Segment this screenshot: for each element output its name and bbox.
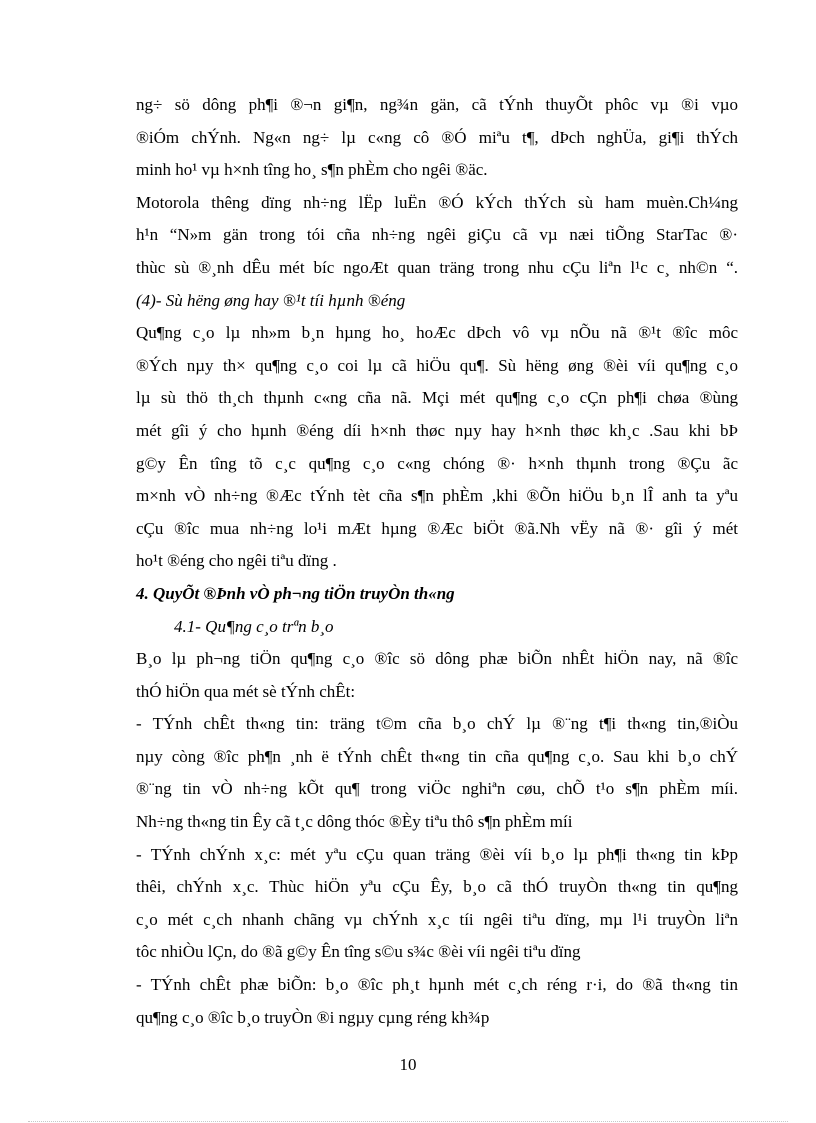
- text-line: Motorola thêng dïng nh÷ng lËp luËn ®Ó kÝch thÝch sù ham muèn.Ch¼ng: [136, 192, 738, 212]
- text-line: - TÝnh chÊt phæ biÕn: b¸o ®îc ph¸t hµnh mét c¸ch réng r·i, do ®ã th«ng tin: [136, 975, 738, 995]
- text-line: ®iÓm chÝnh. Ng«n ng÷ lµ c«ng cô ®Ó miªu t¶, dÞch nghÜa, gi¶i thÝch: [136, 127, 738, 147]
- text-line: ng÷ sö dông ph¶i ®¬n gi¶n, ng¾n gän, cã tÝnh thuyÕt phôc vµ ®i vµo: [136, 95, 738, 114]
- text-line: cÇu ®îc mua nh÷ng lo¹i mÆt hµng ®Æc biÖt ®ã.Nh vËy nã ®· gîi ý mét: [136, 518, 738, 538]
- text-line: Nh÷ng th«ng tin Êy cã t¸c dông thóc ®Èy tiªu thô s¶n phÈm míi: [136, 812, 573, 832]
- text-line: g©y Ên tîng tõ c¸c qu¶ng c¸o c«ng chóng ®· h×nh thµnh trong ®Çu ãc: [136, 453, 738, 473]
- page-bottom-divider: [28, 1121, 788, 1122]
- section-heading: 4. QuyÕt ®Þnh vÒ ph¬ng tiÖn truyÒn th«ng: [136, 583, 455, 603]
- text-line: nµy còng ®îc ph¶n ¸nh ë tÝnh chÊt th«ng tin cña qu¶ng c¸o. Sau khi b¸o chÝ: [136, 746, 738, 766]
- text-line: ho¹t ®éng cho ngêi tiªu dïng .: [136, 551, 337, 571]
- text-line: Qu¶ng c¸o lµ nh»m b¸n hµng ho¸ hoÆc dÞch vô vµ nÕu nã ®¹t ®îc môc: [136, 323, 738, 343]
- text-line: thÓ hiÖn qua mét sè tÝnh chÊt:: [136, 681, 356, 701]
- text-line: ®Ých nµy th× qu¶ng c¸o coi lµ cã hiÖu qu¶. Sù hëng øng ®èi víi qu¶ng c¸o: [136, 355, 738, 375]
- text-line: ®¨ng tin vÒ nh÷ng kÕt qu¶ trong viÖc nghiªn cøu, chÕ t¹o s¶n phÈm míi.: [136, 779, 738, 799]
- text-line: c¸o mét c¸ch nhanh chãng vµ chÝnh x¸c tíi ngêi tiªu dïng, mµ l¹i truyÒn liªn: [136, 909, 738, 929]
- text-line: thùc sù ®¸nh dÊu mét bíc ngoÆt quan träng trong nhu cÇu liªn l¹c c¸ nh©n “.: [136, 257, 738, 277]
- body-text: [136, 89, 738, 1034]
- text-line: - TÝnh chÊt th«ng tin: träng t©m cña b¸o chÝ lµ ®¨ng t¶i th«ng tin,®iÒu: [136, 714, 738, 734]
- text-line: mét gîi ý cho hµnh ®éng díi h×nh thøc nµy hay h×nh thøc kh¸c .Sau khi bÞ: [136, 420, 738, 440]
- text-line: qu¶ng c¸o ®îc b¸o truyÒn ®i ngµy cµng réng kh¾p: [136, 1007, 490, 1027]
- text-line: h¹n “N»m gän trong tói cña nh÷ng ngêi giÇu cã vµ næi tiÕng StarTac ®·: [136, 225, 738, 245]
- subheading: (4)- Sù hëng øng hay ®¹t tíi hµnh ®éng: [136, 290, 406, 310]
- text-line: B¸o lµ ph¬ng tiÖn qu¶ng c¸o ®îc sö dông phæ biÕn nhÊt hiÖn nay, nã ®îc: [136, 649, 738, 669]
- text-line: tôc nhiÒu lÇn, do ®ã g©y Ên tîng s©u s¾c ®èi víi ngêi tiªu dïng: [136, 942, 581, 962]
- text-line: m×nh vÒ nh÷ng ®Æc tÝnh tèt cña s¶n phÈm ,khi ®Õn hiÖu b¸n lÎ anh ta yªu: [136, 486, 738, 506]
- text-line: - TÝnh chÝnh x¸c: mét yªu cÇu quan träng ®èi víi b¸o lµ ph¶i th«ng tin kÞp: [136, 844, 738, 864]
- subsection-heading: 4.1- Qu¶ng c¸o trªn b¸o: [174, 616, 334, 636]
- text-line: lµ sù thö th¸ch thµnh c«ng cña nã. Mçi mét qu¶ng c¸o cÇn ph¶i chøa ®ùng: [136, 388, 738, 408]
- page-number: 10: [399, 1055, 417, 1074]
- text-line: thêi, chÝnh x¸c. Thùc hiÖn yªu cÇu Êy, b¸o cã thÓ truyÒn th«ng tin qu¶ng: [136, 877, 738, 897]
- text-line: minh ho¹ vµ h×nh tîng ho¸ s¶n phÈm cho ngêi ®äc.: [136, 160, 488, 180]
